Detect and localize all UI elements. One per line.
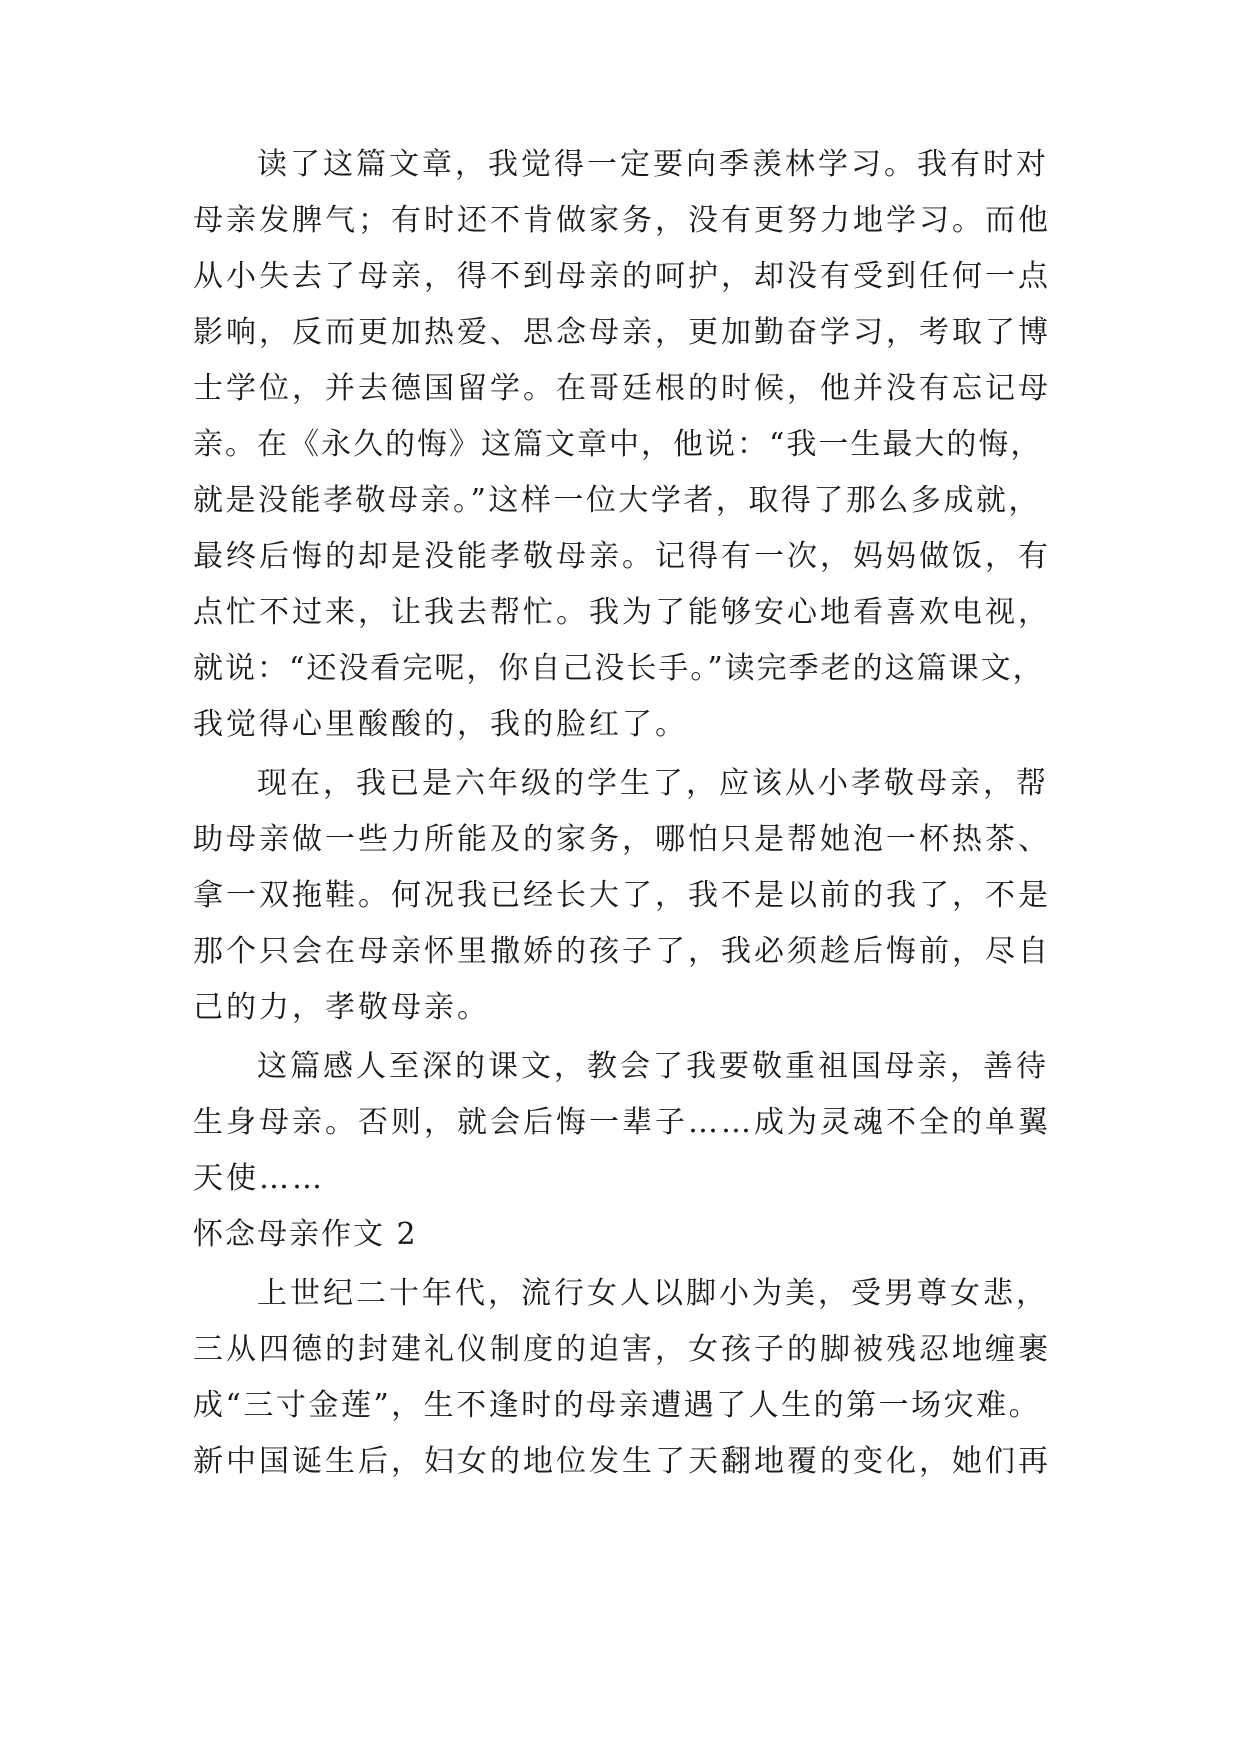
text-line: 亲。在《永久的悔》这篇文章中，他说：“我一生最大的悔， xyxy=(193,427,1043,462)
text-line: 点忙不过来，让我去帮忙。我为了能够安心地看喜欢电视， xyxy=(193,595,1051,630)
text-line: 上世纪二十年代，流行女人以脚小为美，受男尊女悲， xyxy=(257,1276,1049,1311)
text-line: 生身母亲。否则，就会后悔一辈子……成为灵魂不全的单翼 xyxy=(193,1105,1051,1140)
text-line: 助母亲做一些力所能及的家务，哪怕只是帮她泡一杯热茶、 xyxy=(193,822,1051,857)
text-line: 拿一双拖鞋。何况我已经长大了，我不是以前的我了，不是 xyxy=(193,878,1051,913)
text-line: 影响，反而更加热爱、思念母亲，更加勤奋学习，考取了博 xyxy=(193,315,1051,350)
text-line: 那个只会在母亲怀里撒娇的孩子了，我必须趁后悔前，尽自 xyxy=(193,934,1051,969)
text-line: 最终后悔的却是没能孝敬母亲。记得有一次，妈妈做饭，有 xyxy=(193,539,1051,574)
text-line: 现在，我已是六年级的学生了，应该从小孝敬母亲，帮 xyxy=(257,766,1049,801)
text-line: 母亲发脾气；有时还不肯做家务，没有更努力地学习。而他 xyxy=(193,203,1051,238)
text-line: 己的力，孝敬母亲。 xyxy=(193,990,490,1025)
section-heading: 怀念母亲作文 2 xyxy=(193,1217,418,1252)
text-line: 成“三寸金莲”，生不逢时的母亲遭遇了人生的第一场灾难。 xyxy=(193,1388,1042,1423)
text-line: 从小失去了母亲，得不到母亲的呵护，却没有受到任何一点 xyxy=(193,259,1051,294)
text-line: 我觉得心里酸酸的，我的脸红了。 xyxy=(193,707,688,742)
text-line: 三从四德的封建礼仪制度的迫害，女孩子的脚被残忍地缠裹 xyxy=(193,1332,1051,1367)
text-line: 士学位，并去德国留学。在哥廷根的时候，他并没有忘记母 xyxy=(193,371,1051,406)
text-line: 这篇感人至深的课文，教会了我要敬重祖国母亲，善待 xyxy=(257,1049,1049,1084)
text-line: 天使…… xyxy=(193,1161,325,1196)
text-line: 就说：“还没看完呢，你自己没长手。”读完季老的这篇课文， xyxy=(193,651,1045,686)
text-line: 就是没能孝敬母亲。”这样一位大学者，取得了那么多成就， xyxy=(193,483,1041,518)
text-line: 新中国诞生后，妇女的地位发生了天翻地覆的变化，她们再 xyxy=(193,1444,1051,1479)
text-line: 读了这篇文章，我觉得一定要向季羡林学习。我有时对 xyxy=(257,147,1049,182)
